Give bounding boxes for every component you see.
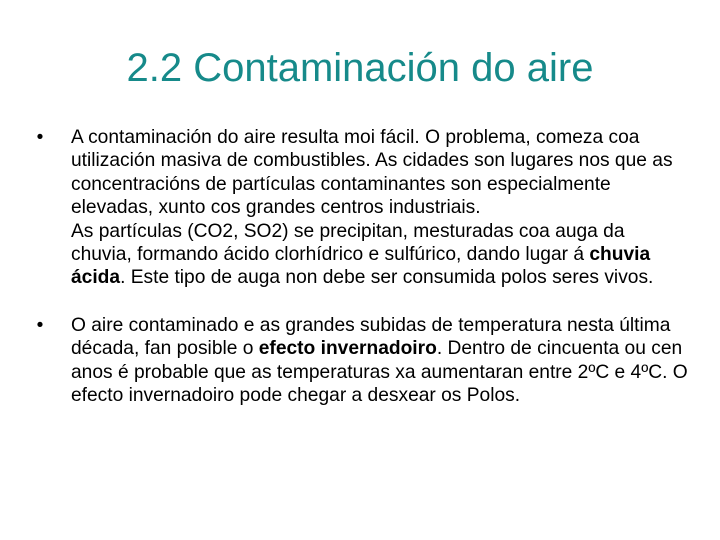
paragraph-text: As partículas (CO2, SO2) se precipitan, mesturadas coa auga da chuvia, formando ácido clorhídrico e sulfúrico, dando lugar á [71,220,625,266]
bullet-item-greenhouse [30,314,690,408]
emphasis-acid-rain: chuvia ácida [71,244,651,289]
paragraph-text: O aire contaminado e as grandes subidas de temperatura nesta última década, fan posible o [71,314,671,360]
bullet-paragraph-2 [71,220,690,290]
emphasis-greenhouse-effect: efecto invernadoiro [258,338,437,360]
slide-title: 2.2 Contaminación do aire [126,46,594,90]
bullet-list [30,126,690,431]
bullet-paragraph-1: A contaminación do aire resulta moi fácil. O problema, comeza coa utilización masiva de combustibles. As cidades son lugares nos que as concentracións de partículas contaminantes son especialmente elevadas, xunto cos grandes centros industriais. [71,127,673,219]
paragraph-text: . Dentro de cincuenta ou cen anos é probable que as temperaturas xa aumentaran entre 2ºC e 4ºC. O efecto invernadoiro pode chegar a desxear os Polos. [71,338,688,407]
bullet-item-air-pollution [30,126,690,290]
paragraph-text: . Este tipo de auga non debe ser consumida polos seres vivos. [120,267,654,289]
bullet-paragraph [71,314,690,408]
bullet-icon: • [36,314,44,336]
bullet-icon: • [36,127,44,148]
